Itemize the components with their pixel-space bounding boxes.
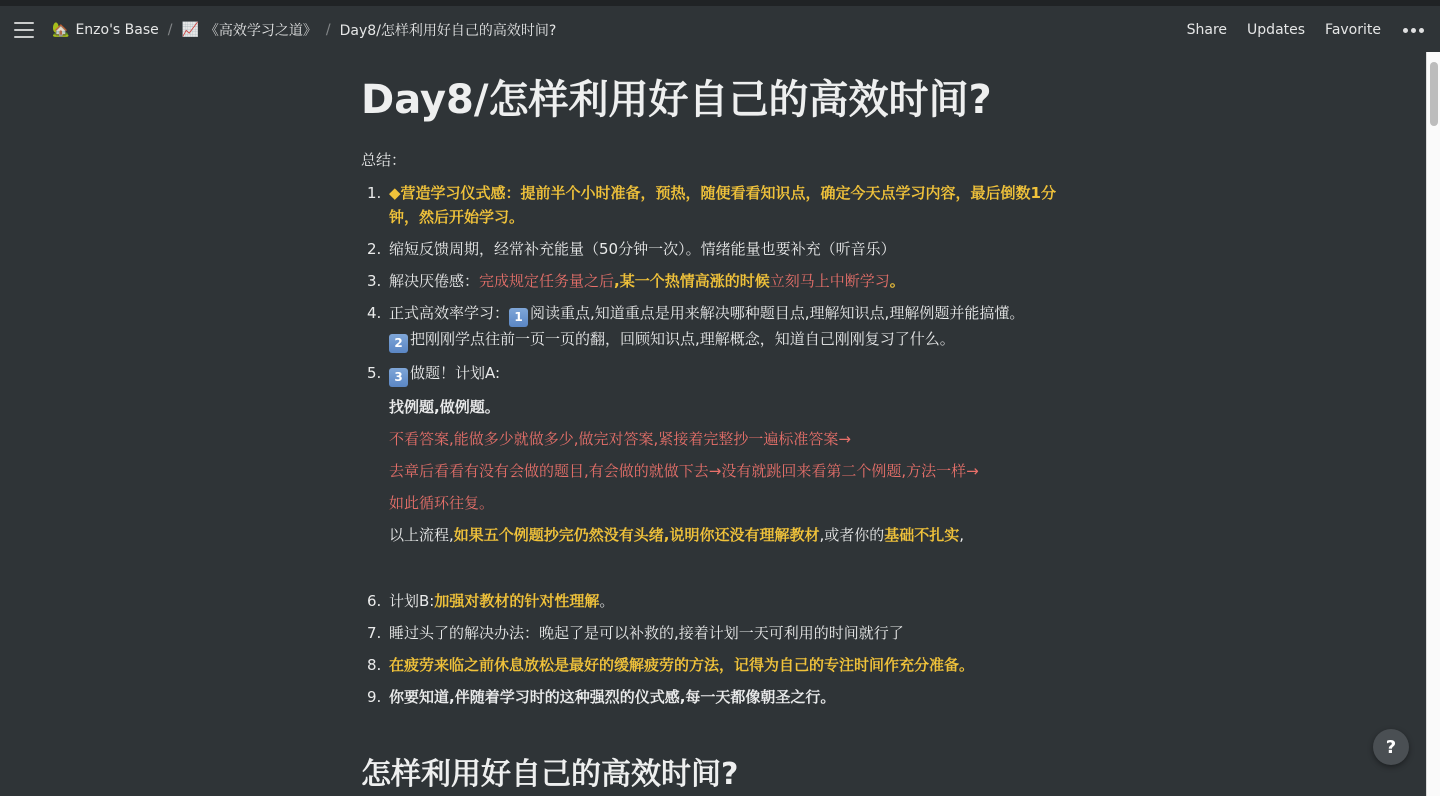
- list-item[interactable]: [361, 269, 1071, 293]
- item-text: 。: [599, 592, 615, 610]
- list-item[interactable]: [361, 181, 1071, 229]
- breadcrumb-separator: /: [325, 22, 331, 38]
- breadcrumb-separator: /: [167, 22, 173, 38]
- numbered-list: [361, 181, 1071, 709]
- list-item[interactable]: [361, 589, 1071, 613]
- list-item[interactable]: [361, 237, 1071, 261]
- breadcrumb-current-label: Day8/怎样利用好自己的高效时间?: [339, 23, 557, 39]
- list-item[interactable]: [361, 653, 1071, 677]
- sub-text-red: 不看答案,能做多少就做多少: [389, 430, 574, 448]
- item-text-yellow: ,某一个热情高涨的时候: [614, 272, 770, 290]
- updates-button[interactable]: Updates: [1247, 22, 1306, 38]
- sub-text: ,或者你的: [819, 526, 885, 544]
- list-number: 3.: [367, 272, 382, 290]
- house-icon: 🏡: [52, 22, 70, 38]
- item-text-red: 立刻马上中断学习: [769, 272, 890, 290]
- item-text-yellow: 加强对教材的针对性理解: [434, 592, 600, 610]
- item-text: 解决厌倦感：: [389, 272, 480, 290]
- list-item[interactable]: [361, 685, 1071, 709]
- list-number: 4.: [367, 304, 382, 322]
- sub-text: ,: [959, 526, 965, 544]
- list-item[interactable]: [361, 621, 1071, 645]
- favorite-button[interactable]: Favorite: [1325, 22, 1381, 38]
- menu-icon[interactable]: [14, 22, 34, 38]
- sub-text-yellow: 基础不扎实: [884, 526, 960, 544]
- list-number: 1.: [367, 184, 382, 202]
- breadcrumb-parent[interactable]: [181, 20, 316, 40]
- keycap-2-icon: 2: [389, 334, 408, 353]
- item-text: 正式高效率学习：: [389, 304, 510, 322]
- item-text: ◆营造学习仪式感：提前半个小时准备，预热，随便看看知识点，确定今天点学习内容，最后倒数1分钟，然后开始学习。: [389, 184, 1056, 226]
- top-actions: [1187, 22, 1426, 38]
- sub-text: 找例题,做例题。: [389, 398, 500, 416]
- list-number: 2.: [367, 240, 382, 258]
- sub-text-red: ,做完对答案,紧接着完整抄一遍标准答案→: [573, 430, 851, 448]
- item-text-yellow: 在疲劳来临之前休息放松是最好的缓解疲劳的方法，记得为自己的专注时间作充分准备。: [389, 656, 975, 674]
- breadcrumb-workspace[interactable]: [52, 22, 159, 38]
- list-number: 7.: [367, 624, 382, 642]
- sub-text-red: 如此循环往复。: [389, 494, 495, 512]
- list-item[interactable]: [361, 301, 1071, 353]
- chart-icon: 📈: [181, 22, 199, 38]
- scrollbar-thumb[interactable]: [1430, 62, 1438, 126]
- item-text: 你要知道,伴随着学习时的这种强烈的仪式感,每一天都像朝圣之行。: [389, 688, 836, 706]
- item-text: 睡过头了的解决办法：晚起了是可以补救的,接着计划一天可利用的时间就行了: [389, 624, 904, 642]
- scrollbar[interactable]: [1426, 52, 1440, 796]
- item-text: 做题！计划A:: [410, 364, 501, 382]
- list-item[interactable]: [361, 361, 1071, 547]
- list-number: 5.: [367, 364, 382, 382]
- section-heading[interactable]: 怎样利用好自己的高效时间?: [361, 757, 739, 792]
- page-content: [361, 60, 1071, 793]
- item-text: 阅读重点,知道重点是用来解决哪种题目点,理解知识点,理解例题并能搞懂。: [530, 304, 1025, 322]
- sub-text: 以上流程,: [389, 526, 454, 544]
- list-number: 9.: [367, 688, 382, 706]
- breadcrumb-current[interactable]: [340, 20, 557, 40]
- item-text: 把刚刚学点往前一页一页的翻，回顾知识点,理解概念，知道自己刚刚复习了什么。: [410, 330, 955, 348]
- summary-label[interactable]: 总结：: [361, 151, 407, 169]
- more-options-icon[interactable]: [1401, 28, 1426, 33]
- help-button[interactable]: ?: [1373, 729, 1409, 765]
- list-number: 6.: [367, 592, 382, 610]
- page-title[interactable]: Day8/怎样利用好自己的高效时间?: [361, 77, 992, 123]
- item-text-yellow: 。: [889, 272, 905, 290]
- keycap-3-icon: 3: [389, 368, 408, 387]
- list-number: 8.: [367, 656, 382, 674]
- share-button[interactable]: Share: [1186, 22, 1228, 38]
- breadcrumb-workspace-label: Enzo's Base: [75, 22, 159, 38]
- sub-text-red: 去章后看看有没有会做的题目,有会做的就做下去→没有就跳回来看第二个例题,方法一样→: [389, 462, 979, 480]
- breadcrumb-parent-label: 《高效学习之道》: [204, 23, 317, 39]
- item-text-red: 完成规定任务量之后: [479, 272, 615, 290]
- sub-text-yellow: 如果五个例题抄完仍然没有头绪,说明你还没有理解教材: [453, 526, 820, 544]
- item-text: 计划B:: [389, 592, 435, 610]
- keycap-1-icon: 1: [509, 308, 528, 327]
- top-bar: [0, 6, 1440, 54]
- item-text: 缩短反馈周期，经常补充能量（50分钟一次）。情绪能量也要补充（听音乐）: [389, 240, 896, 258]
